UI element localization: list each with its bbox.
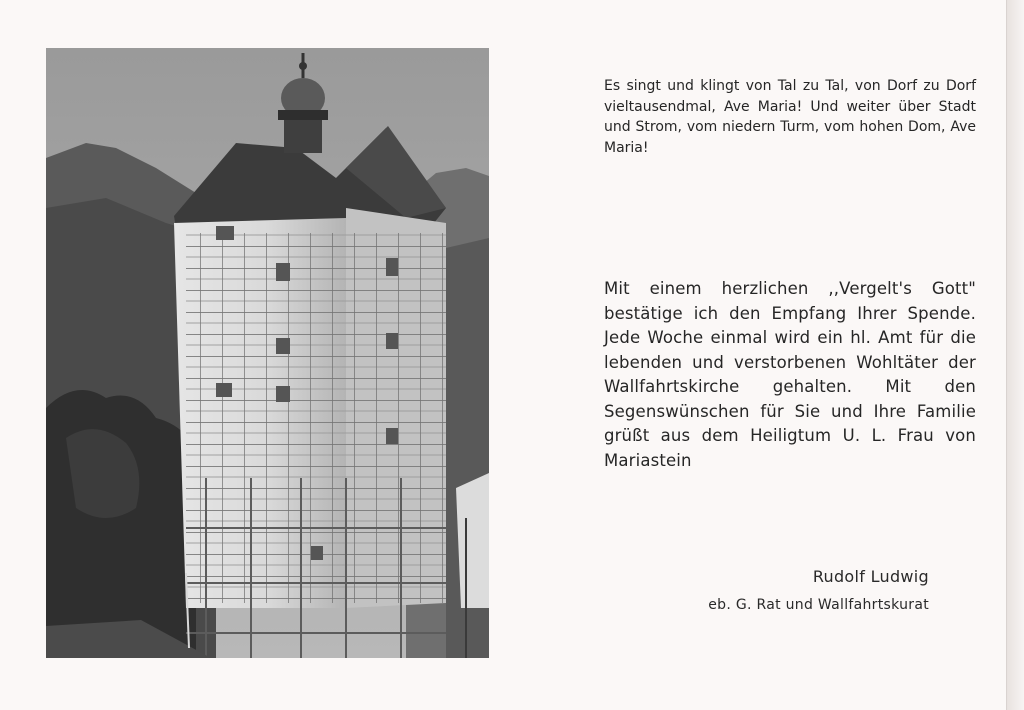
card-edge (1007, 0, 1024, 710)
photo-image-icon (46, 48, 489, 658)
signatory-title: eb. G. Rat und Wallfahrtskurat (708, 597, 929, 613)
thank-you-message: Mit einem herzlichen ,,Vergelt's Gott" bestätige ich den Empfang Ihrer Spende. Jede Woche einmal wird ein hl. Amt für die lebenden und verstorbenen Wohltäter der Wallfahrtskirche gehalten. Mit den Segenswünschen für Sie und Ihre Familie grüßt aus dem Heiligtum U. L. Frau von Mariastein (604, 279, 976, 470)
signatory-name: Rudolf Ludwig (812, 567, 929, 586)
verse-text: Es singt und klingt von Tal zu Tal, von Dorf zu Dorf vieltausendmal, Ave Maria! Und weiter über Stadt und Strom, vom niedern Turm, vom hohen Dom, Ave Maria! (604, 78, 976, 156)
tower-photo (46, 48, 489, 658)
